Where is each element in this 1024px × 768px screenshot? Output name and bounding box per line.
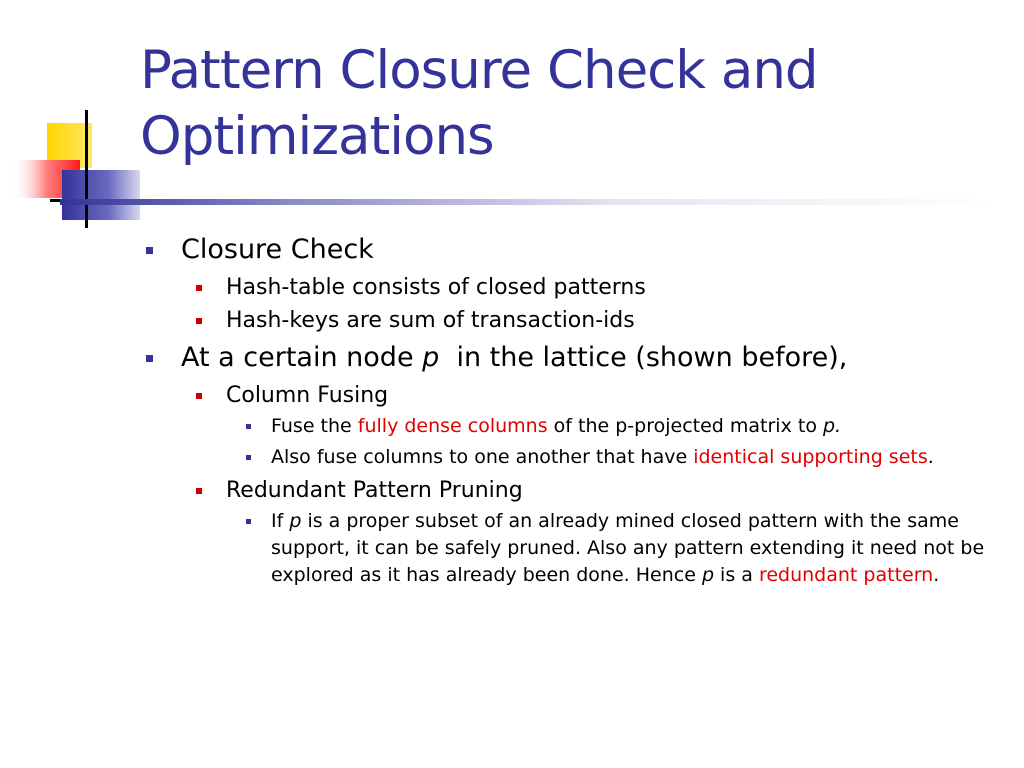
bullet-marker bbox=[196, 285, 202, 291]
bullet-hash-table: Hash-table consists of closed patterns bbox=[140, 274, 1000, 301]
node-p-var: p bbox=[422, 342, 440, 373]
vertical-line bbox=[85, 110, 88, 228]
title-underline bbox=[60, 199, 1000, 205]
bullet-fuse-identical: Also fuse columns to one another that have identical supporting sets. bbox=[140, 444, 1000, 471]
bullet-marker bbox=[246, 455, 251, 460]
slide-body bbox=[140, 226, 1000, 589]
bullet-list bbox=[140, 232, 1000, 589]
bullet-marker bbox=[146, 355, 153, 362]
title-line-1: Pattern Closure Check and bbox=[140, 40, 818, 101]
bullet-fuse-dense: Fuse the fully dense columns of the p-projected matrix to p. bbox=[140, 413, 1000, 440]
bullet-closure-check: Closure Check bbox=[140, 232, 1000, 268]
bullet-marker bbox=[196, 488, 202, 494]
bullet-certain-node: At a certain node p in the lattice (shown before), bbox=[140, 340, 1000, 376]
highlight-fully-dense: fully dense columns bbox=[357, 415, 548, 437]
bullet-marker bbox=[246, 519, 251, 524]
highlight-redundant-pattern: redundant pattern bbox=[758, 564, 934, 586]
bullet-redundant-pruning: Redundant Pattern Pruning bbox=[140, 477, 1000, 504]
bullet-marker bbox=[196, 393, 202, 399]
bullet-marker bbox=[246, 424, 251, 429]
bullet-column-fusing: Column Fusing bbox=[140, 382, 1000, 409]
bullet-marker bbox=[196, 318, 202, 324]
highlight-identical-sets: identical supporting sets bbox=[693, 446, 928, 468]
bullet-hash-keys: Hash-keys are sum of transaction-ids bbox=[140, 307, 1000, 334]
bullet-proper-subset: If p is a proper subset of an already mined closed pattern with the same support, it can be safely pruned. Also any pattern extending it need not be explored as it has already been done. Hence p is a redundant pattern. bbox=[140, 508, 1000, 589]
slide-title bbox=[140, 38, 1000, 170]
blue-square bbox=[62, 170, 140, 220]
bullet-marker bbox=[146, 247, 153, 254]
title-line-2: Optimizations bbox=[140, 106, 494, 167]
